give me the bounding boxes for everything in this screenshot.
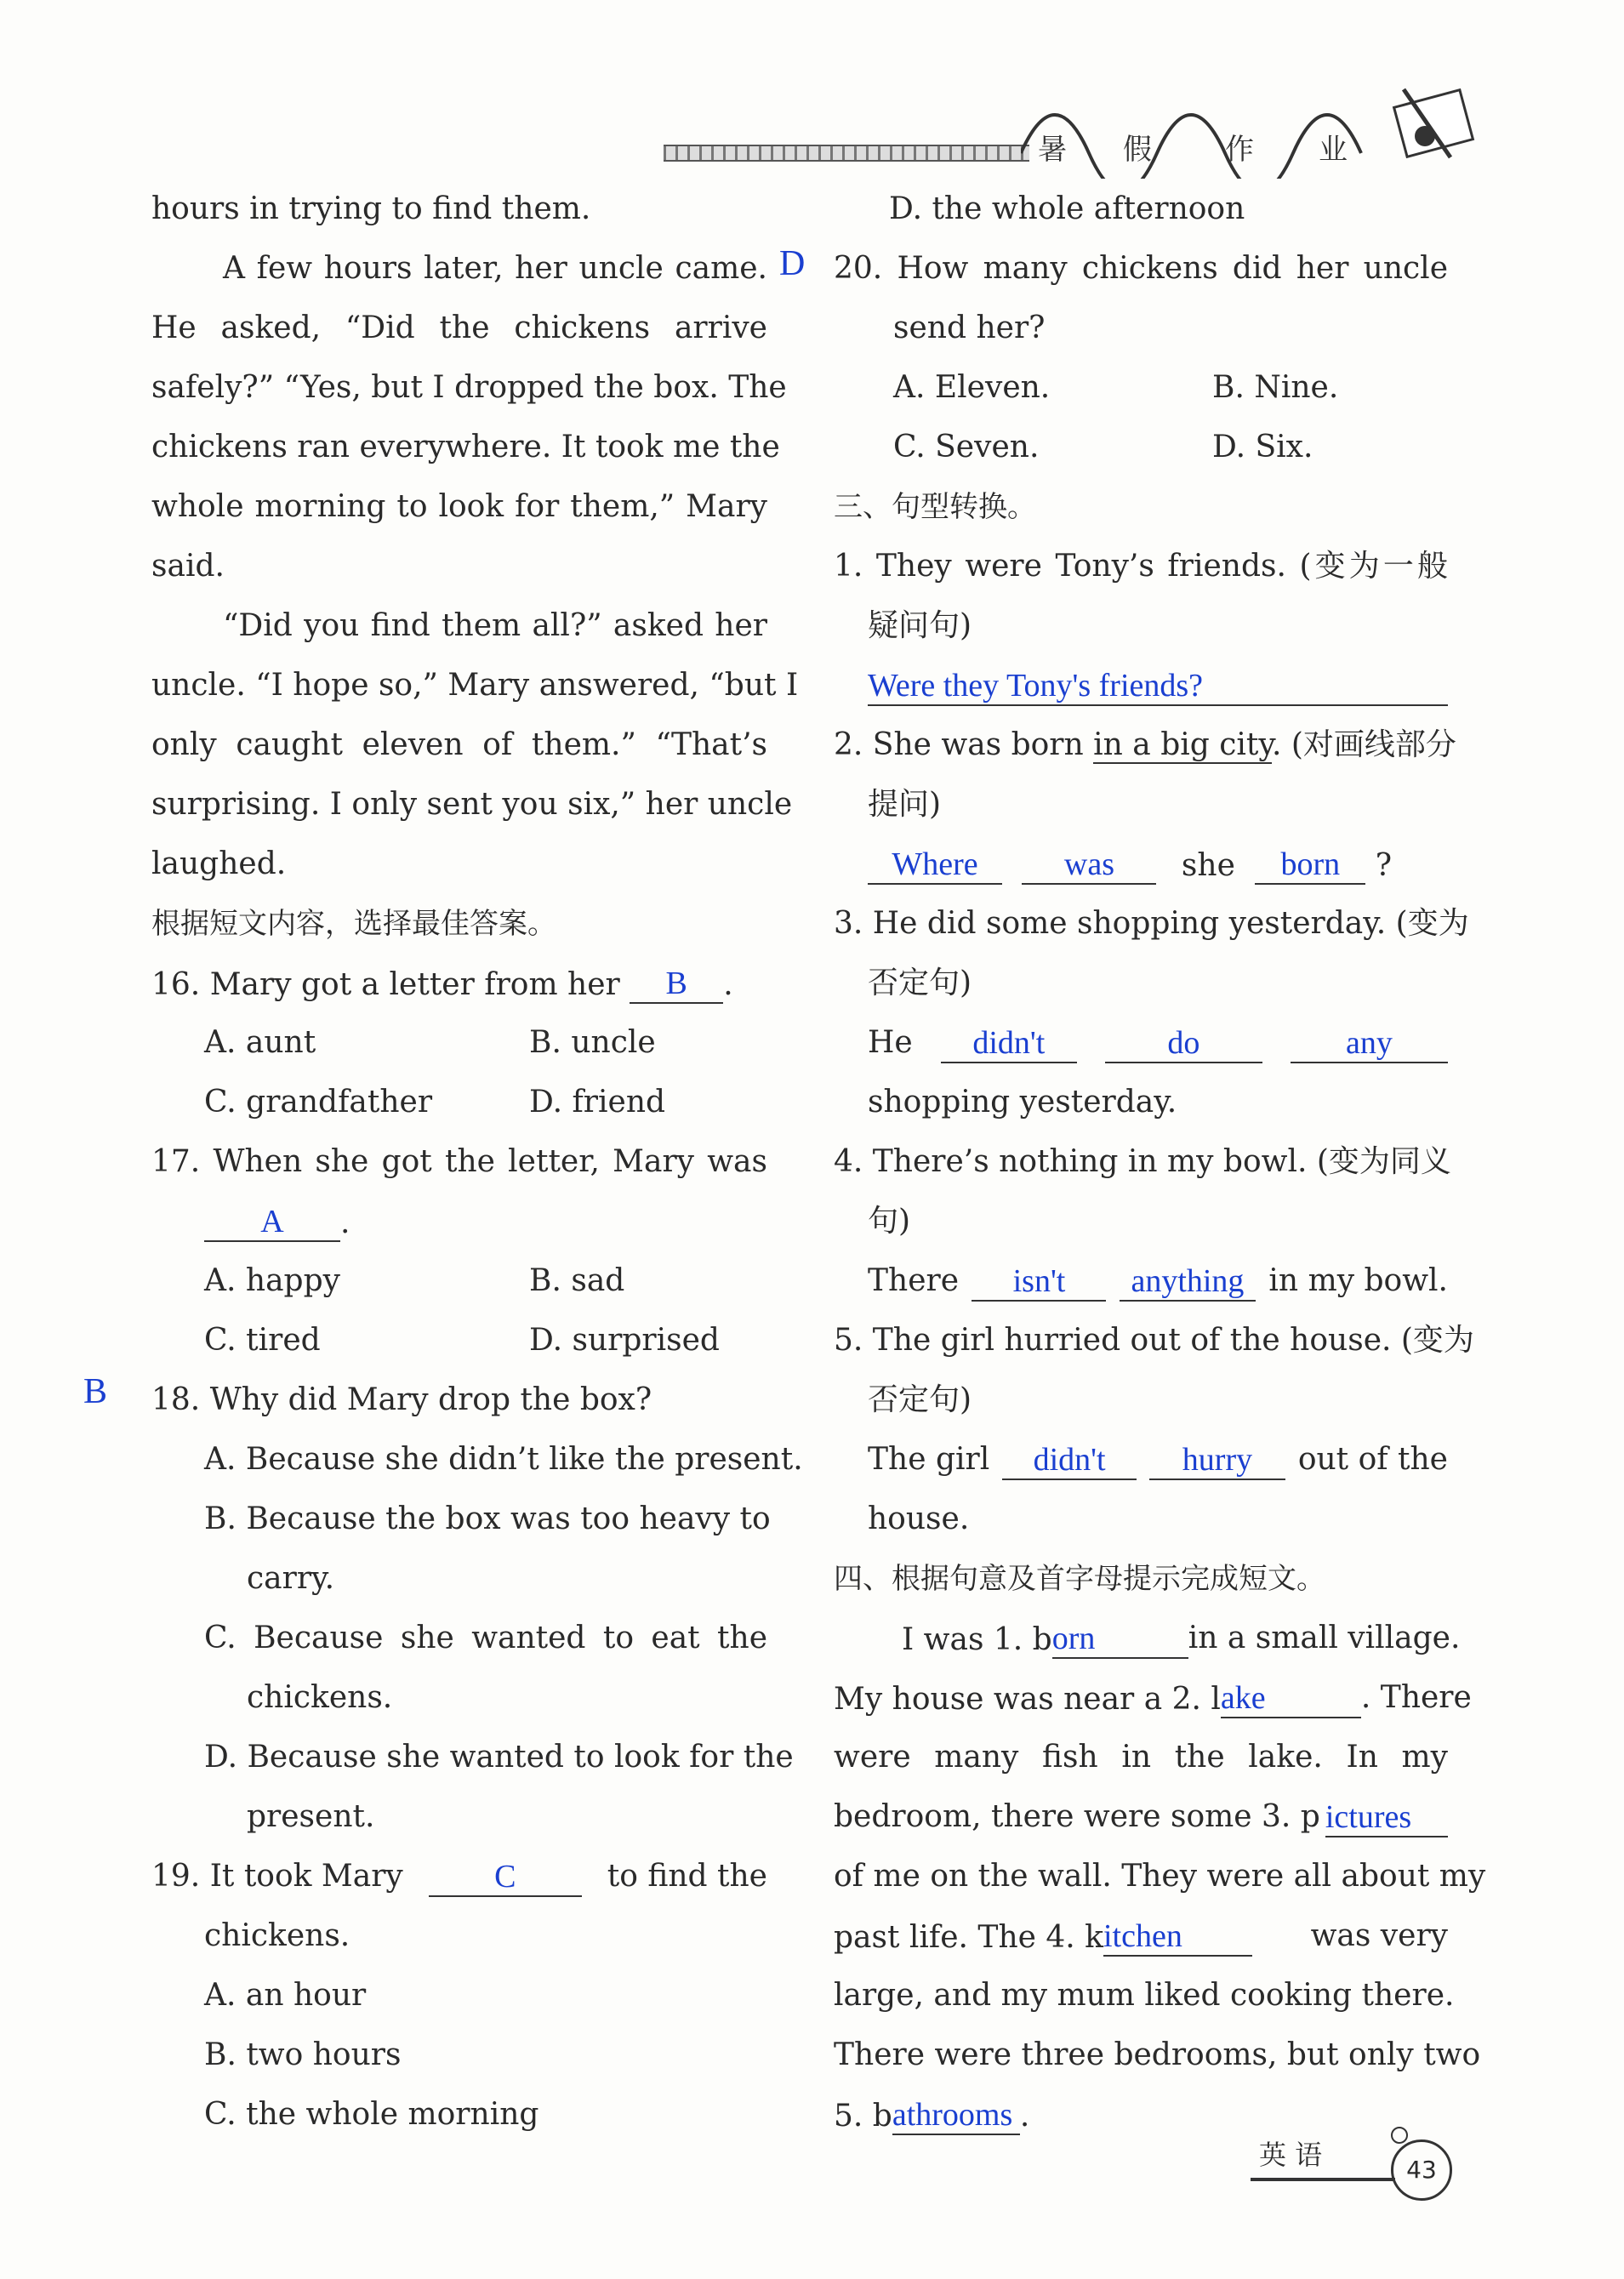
question-stem-cont: to find the [607, 1859, 767, 1894]
question-16: 16. Mary got a letter from her B . [151, 966, 733, 1002]
answer-blank[interactable]: didn't [1002, 1441, 1137, 1480]
transform-4-answer-line [868, 1262, 1448, 1302]
option-b: B. Because the box was too heavy to [204, 1501, 771, 1536]
transform-4-stem: 4. There’s nothing in my bowl. (变为同义 [834, 1144, 1451, 1179]
footer-subject: 英 语 [1259, 2139, 1323, 2171]
answer-blank[interactable]: any [1291, 1024, 1448, 1063]
transform-3-stem-cont: 否定句) [868, 966, 972, 1000]
option-d: D. surprised [529, 1323, 720, 1358]
option-d: D. friend [529, 1085, 666, 1120]
transform-3-stem: 3. He did some shopping yesterday. (变为 [834, 906, 1469, 941]
question-17-blank-line: A . [204, 1203, 350, 1242]
passage-line: laughed. [151, 846, 287, 881]
option-d: D. the whole afternoon [889, 191, 1245, 226]
cloze-text: . There [1360, 1680, 1472, 1715]
option-a: A. Eleven. [893, 370, 1051, 405]
transform-1-stem: 1. They were Tony’s friends. (变为一般 [834, 549, 1448, 584]
cloze-text: past life. The 4. k [834, 1920, 1103, 1955]
transform-5-stem: 5. The girl hurried out of the house. (变为 [834, 1323, 1474, 1358]
option-a: A. an hour [204, 1978, 367, 2013]
question-19 [151, 1858, 767, 1897]
header-char-4: 业 [1319, 133, 1348, 167]
answer-blank[interactable]: Were they Tony's friends? [868, 667, 1448, 706]
passage-line: uncle. “I hope so,” Mary answered, “but I [151, 668, 799, 703]
answer-blank[interactable]: was [1022, 846, 1156, 885]
question-stem: 19. It took Mary [151, 1859, 403, 1894]
option-c: C. Seven. [893, 430, 1040, 464]
answer-blank[interactable]: hurry [1149, 1441, 1285, 1480]
question-17-stem: 17. When she got the letter, Mary was [151, 1144, 767, 1179]
cloze-line-2 [834, 1679, 1472, 1718]
header-rule [664, 145, 1029, 162]
answer-blank-16[interactable]: B [630, 965, 723, 1004]
cloze-text: . [1019, 2099, 1030, 2134]
fixed-word: There [868, 1263, 960, 1298]
page-number: 43 [1391, 2139, 1452, 2201]
stem-text: . (对画线部分 [1271, 727, 1456, 762]
question-stem: 16. Mary got a letter from her [151, 967, 620, 1002]
option-b-cont: carry. [247, 1561, 335, 1596]
option-c: C. Because she wanted to eat the [204, 1621, 767, 1655]
cloze-blank-1[interactable]: orn [1052, 1620, 1188, 1659]
option-c: C. the whole morning [204, 2097, 539, 2132]
fixed-word: The girl [868, 1442, 990, 1477]
margin-answer-18: B [83, 1372, 108, 1411]
transform-5-stem-cont: 否定句) [868, 1382, 972, 1417]
notebook-pencil-icon [1370, 77, 1489, 170]
page-number-dot [1391, 2127, 1408, 2144]
passage-line: “Did you find them all?” asked her [223, 608, 767, 643]
passage-line: only caught eleven of them.” “That’s [151, 727, 767, 762]
cloze-blank-4[interactable]: itchen [1103, 1917, 1252, 1957]
transform-5-tail: house. [868, 1501, 970, 1536]
cloze-text: My house was near a 2. l [834, 1682, 1221, 1717]
page-header [664, 60, 1514, 179]
fixed-word: He [868, 1025, 913, 1060]
fixed-word: in my bowl. [1268, 1263, 1448, 1298]
transform-3-answer-line [868, 1024, 1448, 1063]
fixed-word: ? [1375, 848, 1393, 883]
reading-instruction: 根据短文内容，选择最佳答案。 [151, 907, 556, 941]
passage-line: safely?” “Yes, but I dropped the box. The [151, 370, 787, 405]
passage-line: hours in trying to find them. [151, 191, 591, 226]
cloze-line-1 [902, 1620, 1461, 1659]
answer-blank[interactable]: born [1255, 846, 1365, 885]
cloze-text: in a small village. [1188, 1621, 1461, 1655]
option-a: A. aunt [204, 1025, 316, 1060]
passage-line: whole morning to look for them,” Mary [151, 489, 767, 524]
cloze-blank-5[interactable]: athrooms [892, 2096, 1020, 2135]
option-c: C. grandfather [204, 1085, 433, 1120]
transform-1-stem-cont: 疑问句) [868, 608, 972, 643]
option-c-cont: chickens. [247, 1680, 393, 1715]
fixed-word: out of the [1297, 1442, 1448, 1477]
option-b: B. uncle [529, 1025, 656, 1060]
question-20-stem: 20. How many chickens did her uncle [834, 251, 1448, 286]
answer-blank[interactable]: anything [1120, 1262, 1256, 1302]
cloze-text: 5. b [834, 2099, 892, 2134]
transform-2-answer-line [868, 846, 1392, 885]
stem-text: 2. She was born [834, 727, 1094, 762]
option-a: A. Because she didn’t like the present. [204, 1442, 803, 1477]
cloze-text: I was 1. b [902, 1622, 1052, 1657]
option-d: D. Six. [1212, 430, 1313, 464]
cloze-line-7: large, and my mum liked cooking there. [834, 1978, 1455, 2013]
option-d-cont: present. [247, 1799, 375, 1834]
transform-2-stem [834, 726, 1456, 764]
answer-blank[interactable]: isn't [972, 1262, 1106, 1302]
cloze-blank-2[interactable]: ake [1221, 1679, 1361, 1718]
cloze-text: bedroom, there were some 3. p [834, 1799, 1320, 1834]
option-b: B. two hours [204, 2037, 402, 2072]
header-char-2: 假 [1123, 133, 1152, 167]
transform-5-answer-line [868, 1441, 1448, 1480]
option-a: A. happy [204, 1263, 340, 1298]
cloze-line-9 [834, 2096, 1029, 2135]
transform-1-answer-line [868, 667, 1448, 706]
cloze-line-8: There were three bedrooms, but only two [834, 2037, 1481, 2072]
underlined-phrase: in a big city [1093, 727, 1272, 762]
passage-line: A few hours later, her uncle came. [223, 251, 767, 286]
answer-blank[interactable]: do [1105, 1024, 1262, 1063]
fixed-word: she [1181, 848, 1235, 883]
passage-line: chickens ran everywhere. It took me the [151, 430, 780, 464]
option-b: B. Nine. [1212, 370, 1339, 405]
transform-4-stem-cont: 句) [868, 1204, 911, 1239]
cloze-line-3: were many fish in the lake. In my [834, 1740, 1448, 1775]
passage-line: surprising. I only sent you six,” her uncle [151, 787, 793, 822]
cloze-text: was very [1310, 1918, 1448, 1953]
cloze-line-6 [834, 1917, 1448, 1957]
section-3-title: 三、句型转换。 [834, 490, 1036, 524]
cloze-blank-3[interactable]: ictures [1325, 1798, 1448, 1837]
transform-2-stem-cont: 提问) [868, 787, 942, 822]
question-19-cont: chickens. [204, 1918, 350, 1953]
transform-3-tail: shopping yesterday. [868, 1085, 1177, 1120]
question-18-stem: 18. Why did Mary drop the box? [151, 1382, 652, 1417]
answer-blank[interactable]: didn't [941, 1024, 1077, 1063]
answer-blank-19[interactable]: C [429, 1858, 582, 1897]
option-c: C. tired [204, 1323, 321, 1358]
header-char-3: 作 [1225, 133, 1254, 167]
cloze-line-4 [834, 1798, 1448, 1837]
option-d: D. Because she wanted to look for the [204, 1740, 794, 1775]
passage-line: said. [151, 549, 225, 584]
passage-line: He asked, “Did the chickens arrive [151, 311, 767, 345]
question-20-stem-cont: send her? [893, 311, 1046, 345]
cloze-line-5: of me on the wall. They were all about my [834, 1859, 1486, 1894]
answer-blank-17[interactable]: A [204, 1203, 340, 1242]
footer-rule [1251, 2178, 1395, 2181]
header-char-1: 暑 [1038, 133, 1067, 167]
option-b: B. sad [529, 1263, 625, 1298]
section-4-title: 四、根据句意及首字母提示完成短文。 [834, 1562, 1325, 1596]
margin-answer-20: D [779, 244, 806, 283]
answer-blank[interactable]: Where [868, 846, 1002, 885]
